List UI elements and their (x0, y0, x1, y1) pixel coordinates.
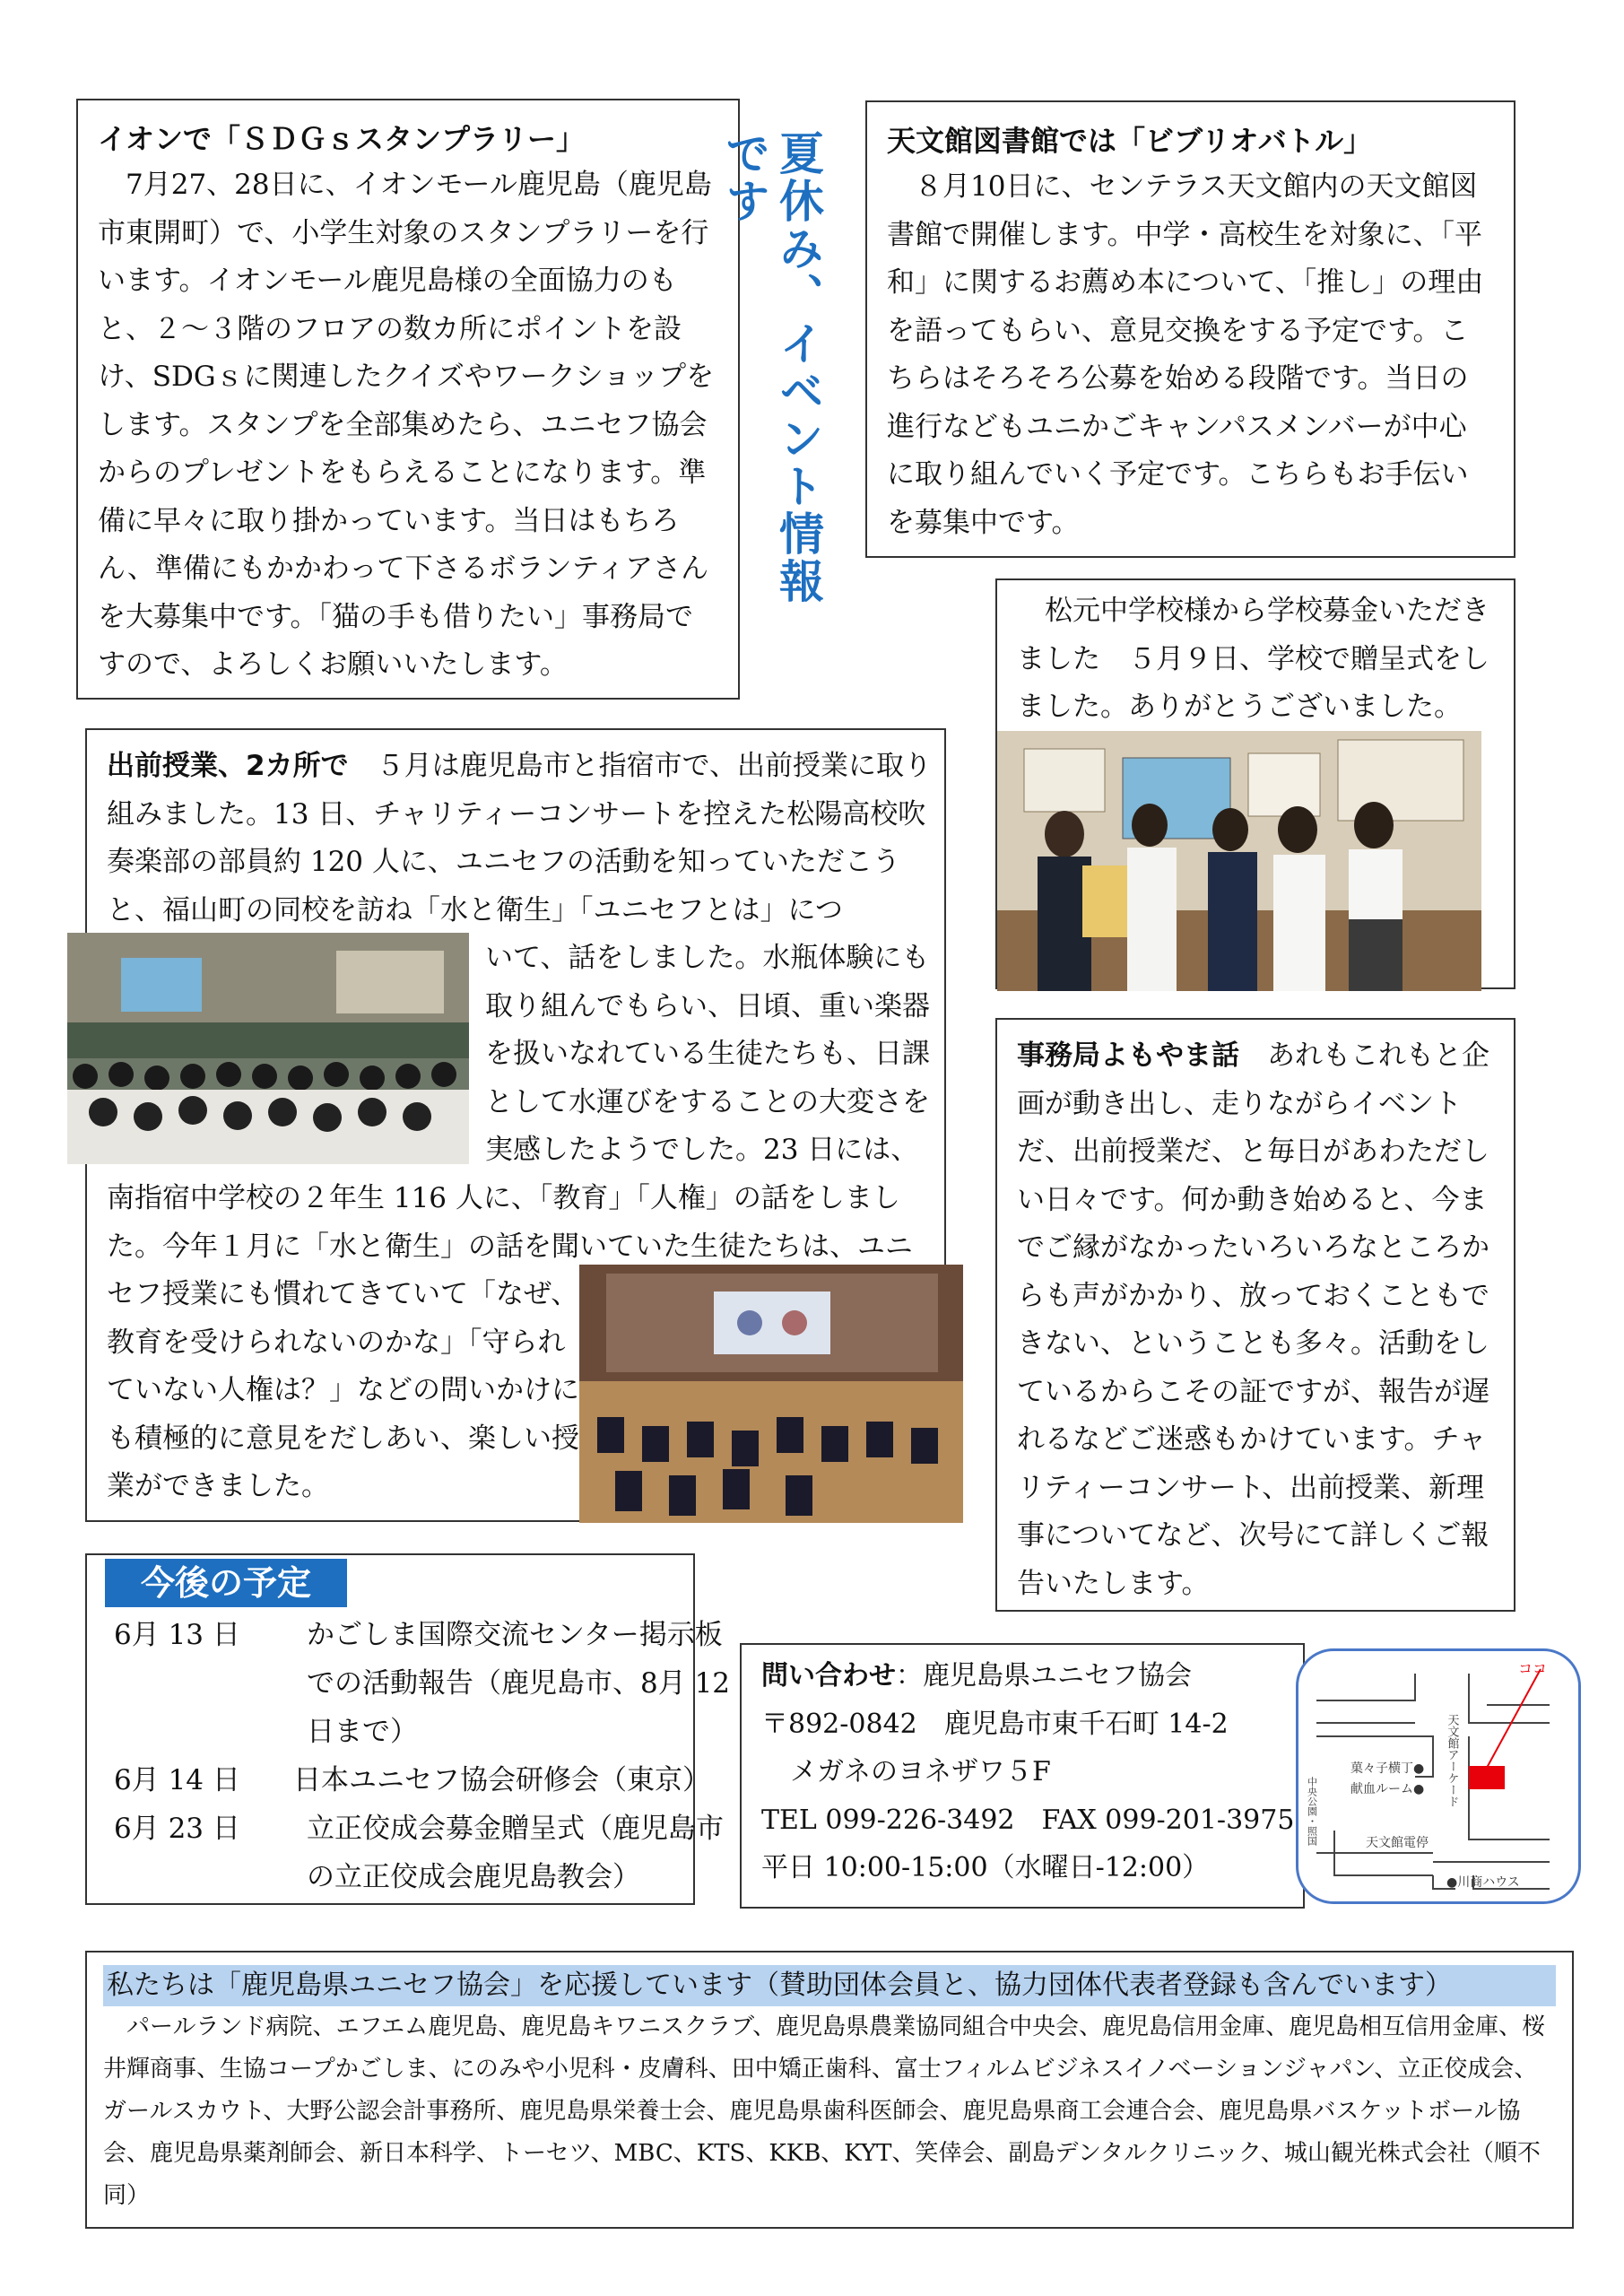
contact-addr2: メガネのヨネザワ５F (790, 1756, 1051, 1787)
donation-photo-image (997, 731, 1481, 991)
aeon-article (76, 99, 740, 700)
supporters-list: パールランド病院、エフエム鹿児島、鹿児島キワニスクラブ、鹿児島県農業協同組合中央会、鹿児島信用金庫、鹿児島相互信用金庫、桜井輝商事、生協コープかごしま、にのみや小児科・皮膚科、田中矯正歯科、富士フィルムビジネスイノベーションジャパン、立正佼成会、ガールスカウト、大野公認会計事務所、鹿児島県栄養士会、鹿児島県歯科医師会、鹿児島県商工会連合会、鹿児島県バスケットボール協会、鹿児島県薬剤師会、新日本科学、トーセツ、MBC、KTS、KKB、KYT、笑倖会、副島デンタルクリニック、城山観光株式会社（順不同） (103, 2013, 1546, 2209)
access-map (1296, 1648, 1581, 1904)
demae-text4: セフ授業にも慣れてきていて「なぜ、教育を受けられないのかな」「守られていない人権は？」などの問いかけにも積極的に意見をだしあい、楽しい授業ができました。 (107, 1278, 579, 1502)
contact-hours: 平日 10:00-15:00（水曜日-12:00） (761, 1852, 1210, 1883)
contact-box (740, 1643, 1305, 1909)
map-stop-label: 天文館電停 (1366, 1836, 1429, 1850)
biblio-body: ８月10日に、センテラス天文館内の天文館図書館で開催します。中学・高校生を対象に、「平和」に関するお薦め本について、「推し」の理由を語ってもらい、意見交換をする予定です。こちらはそろそろ公募を始める段階です。当日の進行などもユニかごキャンパスメンバーが中心に取り組んでいく予定です。こちらもお手伝いを募集中です。 (887, 170, 1484, 539)
map-blood-label: 献血ルーム● (1350, 1782, 1425, 1796)
map-drawing (1298, 1651, 1578, 1901)
map-here-label: ココ (1518, 1660, 1548, 1677)
aeon-title: イオンで「ＳＤＧｓスタンプラリー」 (98, 122, 586, 156)
matsumoto-text: 松元中学校様から学校募金いただきました ５月９日、学校で贈呈式をしました。ありがとうございました。 (1017, 595, 1489, 723)
lecture-hall-image (67, 933, 469, 1164)
lecture-hall-photo (67, 933, 469, 1164)
map-shop-label: 菓々子横丁● (1350, 1761, 1425, 1776)
jimukyoku-heading: 事務局よもやま話 (1017, 1039, 1239, 1072)
biblio-title: 天文館図書館では「ビブリオバトル」 (887, 124, 1373, 158)
demae-text1: ５月は鹿児島市と指宿市で、出前授業に取り組みました。13 日、チャリティーコンサートを控えた松陽高校吹奏楽部の部員約 120 人に、ユニセフの活動を知っていただこうと、福山町の同校を訪ね「水と衛生」「ユニセフとは」につ (107, 750, 932, 926)
gymnasium-photo (579, 1265, 963, 1523)
vertical-title: 夏休み、イベント情報です (718, 130, 824, 605)
schedule-text: 日本ユニセフ協会研修会（東京） (293, 1764, 710, 1796)
schedule-heading: 今後の予定 (105, 1559, 347, 1607)
demae-text-1 (107, 743, 932, 935)
demae-text2: いて、話をしました。水瓶体験にも取り組んでもらい、日頃、重い楽器を扱いなれている生徒たちも、日課として水運びをすることの大変さを実感したようでした。23 日には、 (485, 942, 930, 1166)
map-street-label: 中央公園・照国 (1306, 1777, 1318, 1846)
supporters-heading: 私たちは「鹿児島県ユニセフ協会」を応援しています（賛助団体会員と、協力団体代表者登録も含んでいます） (103, 1965, 1556, 2006)
jimukyoku-body (1017, 1032, 1494, 1608)
contact-line-1 (761, 1652, 1283, 1700)
demae-heading: 出前授業、2カ所で (107, 750, 349, 782)
map-building-label: ●川商ハウス (1446, 1875, 1520, 1890)
schedule-text: 立正佼成会募金贈呈式（鹿児島市の立正佼成会鹿児島教会） (307, 1813, 724, 1893)
contact-label: 問い合わせ (761, 1660, 896, 1692)
aeon-body: 7月27、28日に、イオンモール鹿児島（鹿児島市東開町）で、小学生対象のスタンプラリーを行います。イオンモール鹿児島様の全面協力のもと、２～３階のフロアの数カ所にポイントを設け、SDGｓに関連したクイズやワークショップをします。スタンプを全部集めたら、ユニセフ協会からのプレゼントをもらえることになります。準備に早々に取り掛かっています。当日はもちろん、準備にもかかわって下さるボランティアさんを大募集中です。「猫の手も借りたい」事務局ですので、よろしくお願いいたします。 (98, 169, 715, 681)
contact-org: ：鹿児島県ユニセフ協会 (896, 1660, 1192, 1692)
jimukyoku-article (995, 1018, 1515, 1612)
jimukyoku-text: あれもこれもと企画が動き出し、走りながらイベントだ、出前授業だ、と毎日があわただしい日々です。何か動き始めると、今までご縁がなかったいろいろなところからも声がかかり、放っておくこともできない、ということも多々。活動をしているからこその証ですが、報告が遅れるなどご迷惑もかけています。チャリティーコンサート、出前授業、新理事についてなど、次号にて詳しくご報告いたします。 (1017, 1039, 1489, 1600)
schedule-box (85, 1553, 731, 1905)
gymnasium-image (579, 1265, 963, 1523)
contact-tel: TEL 099-226-3492 FAX 099-201-3975 (761, 1804, 1295, 1836)
donation-ceremony-photo (997, 731, 1481, 991)
schedule-date: 6月 23 日 (114, 1813, 240, 1845)
schedule-date: 6月 14 日 (114, 1764, 240, 1796)
biblio-article (865, 100, 1515, 558)
demae-text3: 南指宿中学校の２年生 116 人に、「教育」「人権」の話をしました。今年１月に「水と衛生」の話を聞いていた生徒たちは、ユニ (107, 1182, 913, 1263)
contact-addr1: 〒892-0842 鹿児島市東千石町 14-2 (761, 1708, 1229, 1740)
map-location-marker (1469, 1766, 1505, 1789)
schedule-text: かごしま国際交流センター掲示板での活動報告（鹿児島市、8月 12 日まで） (307, 1619, 731, 1748)
map-arcade-label: 天文館アーケード (1445, 1714, 1459, 1807)
schedule-date: 6月 13 日 (114, 1619, 240, 1651)
supporters-box (85, 1951, 1574, 2229)
